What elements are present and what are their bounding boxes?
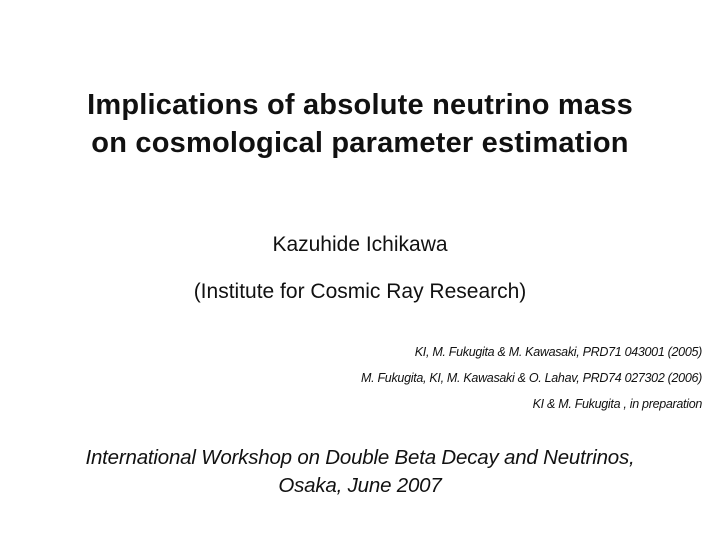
workshop-line-1: International Workshop on Double Beta Decay and Neutrinos, bbox=[85, 446, 635, 469]
workshop-info bbox=[0, 444, 720, 500]
reference-list bbox=[102, 339, 702, 417]
slide-title bbox=[0, 86, 720, 162]
reference-item: M. Fukugita, KI, M. Kawasaki & O. Lahav, PRD74 027302 (2006) bbox=[361, 371, 702, 385]
author-name: Kazuhide Ichikawa bbox=[272, 233, 448, 256]
title-line-1: Implications of absolute neutrino mass bbox=[87, 89, 633, 121]
reference-item: KI & M. Fukugita , in preparation bbox=[532, 397, 702, 411]
reference-item: KI, M. Fukugita & M. Kawasaki, PRD71 043001 (2005) bbox=[414, 345, 702, 359]
title-line-2: on cosmological parameter estimation bbox=[91, 127, 629, 159]
author-affiliation: (Institute for Cosmic Ray Research) bbox=[193, 280, 527, 303]
workshop-line-2: Osaka, June 2007 bbox=[278, 474, 442, 497]
